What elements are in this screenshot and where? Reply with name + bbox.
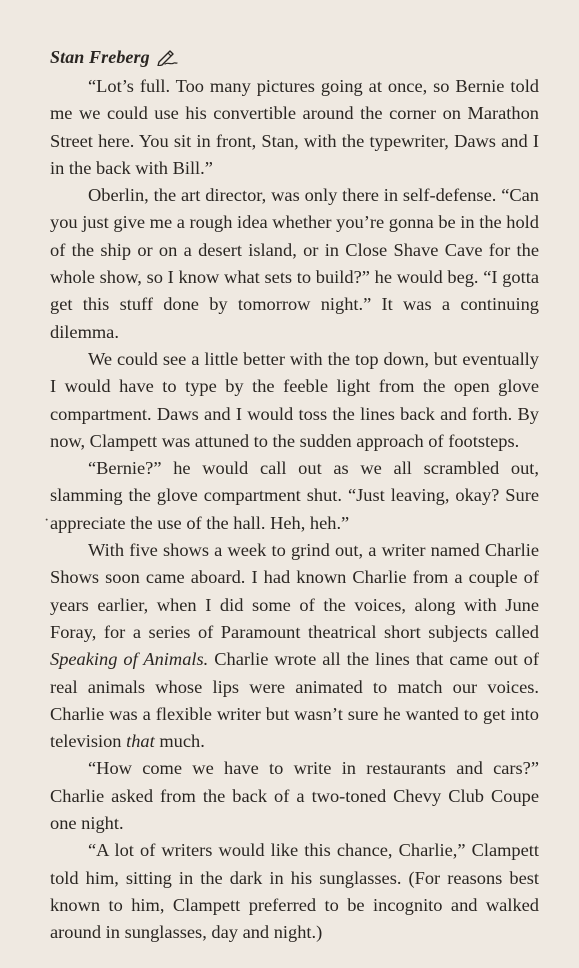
paragraph-7: “A lot of writers would like this chance, Charlie,” Clampett told him, sitting in the dark in his sunglasses. (For reasons best known to him, Clampett preferred to be incognito and walked around in sunglasses, day and night.) <box>50 840 539 943</box>
paragraph-3: We could see a little better with the top down, but eventually I would have to type by the feeble light from the open glove compartment. Daws and I would toss the lines back and forth. By now, Clampett was attuned to the sudden approach of footsteps. <box>50 348 539 451</box>
paragraph-5-text-a: With five shows a week to grind out, a writer named Charlie Shows soon came aboard. I had known Charlie from a couple of years earlier, when I did some of the voices, along with June Foray, for a series of Paramount theatrical short subjects called <box>50 540 539 642</box>
body-text <box>50 73 539 947</box>
running-head <box>50 44 539 70</box>
paragraph-5 <box>50 537 539 755</box>
emphasis-word: that <box>126 731 155 752</box>
film-title: Speaking of Animals. <box>50 649 209 670</box>
margin-speck: · <box>44 512 50 529</box>
paragraph-2: Oberlin, the art director, was only there in self-defense. “Can you just give me a rough idea whether you’re gonna be in the hold of the ship or on a desert island, or in Close Shave Cave for the whole show, so I know what sets to build?” he would beg. “I gotta get this stuff done by tomorrow night.” It was a continuing dilemma. <box>50 185 539 342</box>
paragraph-4: “Bernie?” he would call out as we all scrambled out, slamming the glove compartment shut. “Just leaving, okay? Sure appreciate the use of the hall. Heh, heh.” <box>50 458 539 533</box>
paragraph-1: “Lot’s full. Too many pictures going at once, so Bernie told me we could use his convertible around the corner on Marathon Street here. You sit in front, Stan, with the typewriter, Daws and I in the back with Bill.” <box>50 76 539 178</box>
author-name: Stan Freberg <box>50 47 150 67</box>
paragraph-6: “How come we have to write in restaurants and cars?” Charlie asked from the back of a two-toned Chevy Club Coupe one night. <box>50 758 539 834</box>
pen-writing-icon <box>156 48 178 66</box>
paragraph-5-text-b: Charlie wrote all the lines that came out of real animals whose lips were animated to match our voices. Charlie was a flexible writer but wasn’t sure he wanted to get into television <box>50 649 539 752</box>
paragraph-5-text-c: much. <box>154 731 205 752</box>
